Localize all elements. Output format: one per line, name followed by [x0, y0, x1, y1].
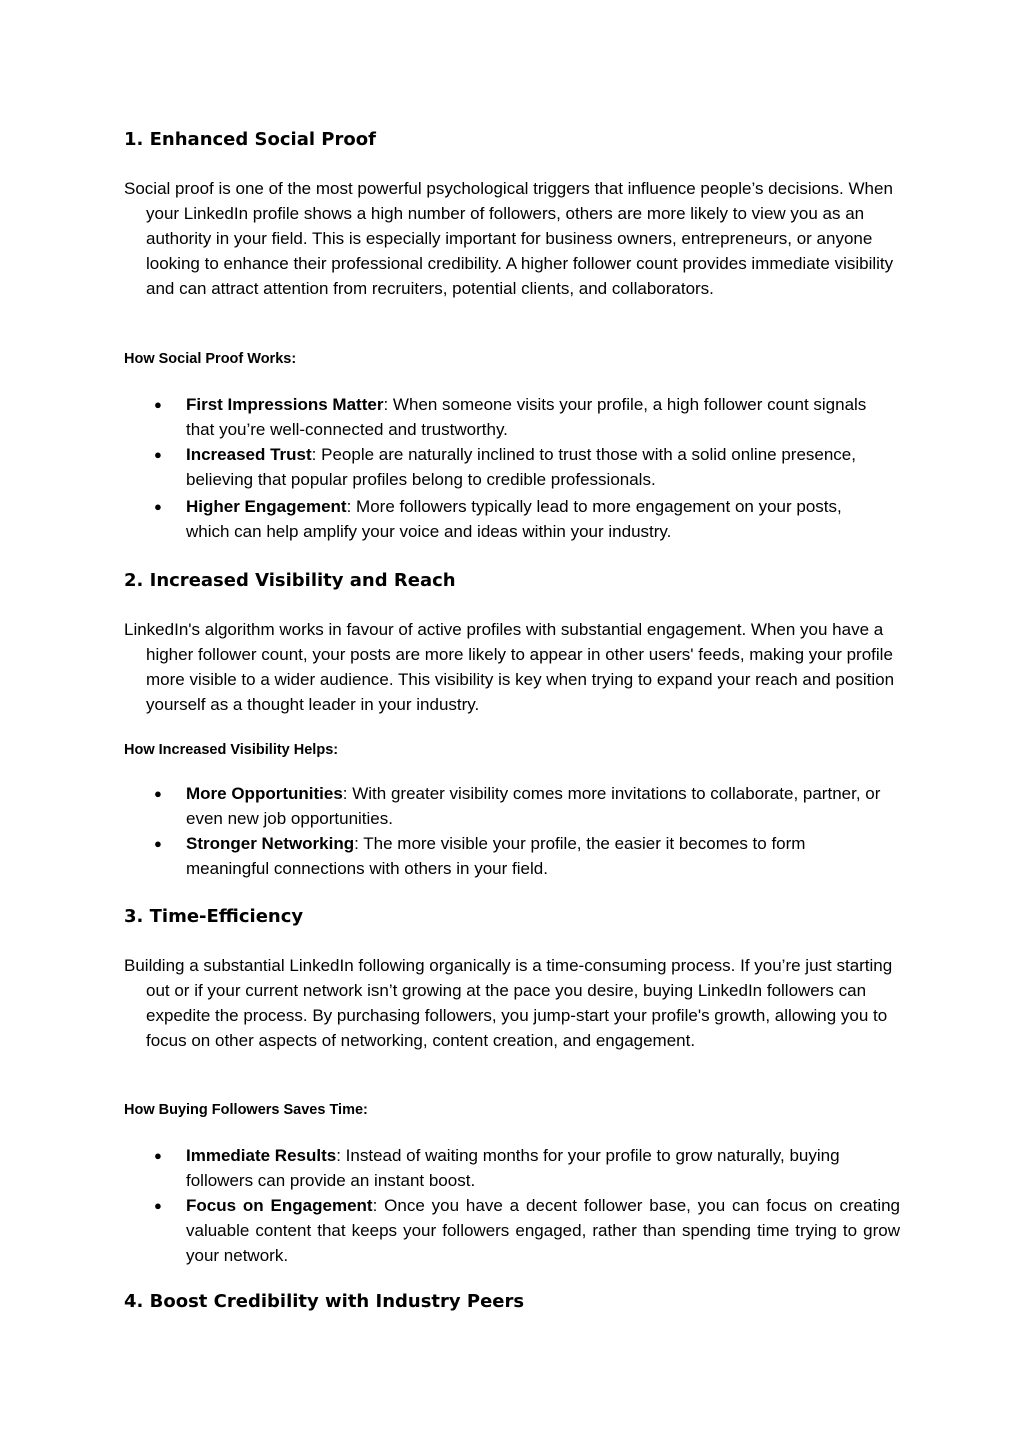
bullet-icon: ●	[154, 447, 162, 462]
section-subheading: How Increased Visibility Helps:	[124, 742, 339, 758]
bullet-icon: ●	[154, 1148, 162, 1163]
bullet-text: : With greater visibility comes more invitations to collaborate, partner, or even new job opportunities.	[186, 784, 881, 828]
section-heading: 4. Boost Credibility with Industry Peers	[124, 1291, 525, 1312]
bullet-text: : People are naturally inclined to trust those with a solid online presence, believing that popular profiles belong to credible professionals.	[186, 445, 856, 489]
bullet-term: Stronger Networking	[186, 834, 355, 853]
bullet-list	[124, 781, 884, 881]
bullet-term: Higher Engagement	[186, 497, 347, 516]
list-item	[124, 392, 884, 442]
list-item	[124, 494, 884, 544]
list-item	[124, 442, 884, 492]
bullet-icon: ●	[154, 397, 162, 412]
bullet-list	[124, 1143, 900, 1268]
list-item	[124, 781, 884, 831]
section-paragraph: Building a substantial LinkedIn following organically is a time-consuming process. If you’re just starting out or if your current network isn’t growing at the pace you desire, buying LinkedIn followers can expedite the process. By purchasing followers, you jump-start your profile's growth, allowing you to focus on other aspects of networking, content creation, and engagement.	[124, 956, 893, 1050]
bullet-term: Focus on Engagement	[186, 1196, 373, 1215]
section-subheading: How Social Proof Works:	[124, 351, 297, 367]
section-subheading: How Buying Followers Saves Time:	[124, 1102, 368, 1118]
bullet-text: : When someone visits your profile, a high follower count signals that you’re well-connected and trustworthy.	[186, 395, 867, 439]
bullet-term: First Impressions Matter	[186, 395, 384, 414]
section-heading: 3. Time-Efficiency	[124, 906, 304, 927]
bullet-text: : The more visible your profile, the easier it becomes to form meaningful connections with others in your field.	[186, 834, 806, 878]
bullet-term: More Opportunities	[186, 784, 343, 803]
list-item	[124, 1193, 900, 1268]
section-paragraph: Social proof is one of the most powerful psychological triggers that influence people’s decisions. When your LinkedIn profile shows a high number of followers, others are more likely to view you as an authority in your field. This is especially important for business owners, entrepreneurs, or anyone looking to enhance their professional credibility. A higher follower count provides immediate visibility and can attract attention from recruiters, potential clients, and collaborators.	[124, 179, 894, 298]
section-heading: 1. Enhanced Social Proof	[124, 129, 376, 150]
bullet-term: Increased Trust	[186, 445, 312, 464]
section-paragraph: LinkedIn's algorithm works in favour of active profiles with substantial engagement. When you have a higher follower count, your posts are more likely to appear in other users' feeds, making your profile more visible to a wider audience. This visibility is key when trying to expand your reach and position yourself as a thought leader in your industry.	[124, 620, 895, 714]
bullet-icon: ●	[154, 836, 162, 851]
bullet-icon: ●	[154, 499, 162, 514]
bullet-text: : More followers typically lead to more engagement on your posts, which can help amplify your voice and ideas within your industry.	[186, 497, 842, 541]
section-heading: 2. Increased Visibility and Reach	[124, 570, 456, 591]
list-item	[124, 1143, 900, 1193]
bullet-text: : Once you have a decent follower base, you can focus on creating valuable content that keeps your followers engaged, rather than spending time trying to grow your network.	[186, 1196, 901, 1265]
bullet-icon: ●	[154, 786, 162, 801]
list-item	[124, 831, 884, 881]
bullet-icon: ●	[154, 1198, 162, 1213]
bullet-list	[124, 392, 884, 544]
bullet-text: : Instead of waiting months for your profile to grow naturally, buying followers can provide an instant boost.	[186, 1146, 840, 1190]
bullet-term: Immediate Results	[186, 1146, 337, 1165]
